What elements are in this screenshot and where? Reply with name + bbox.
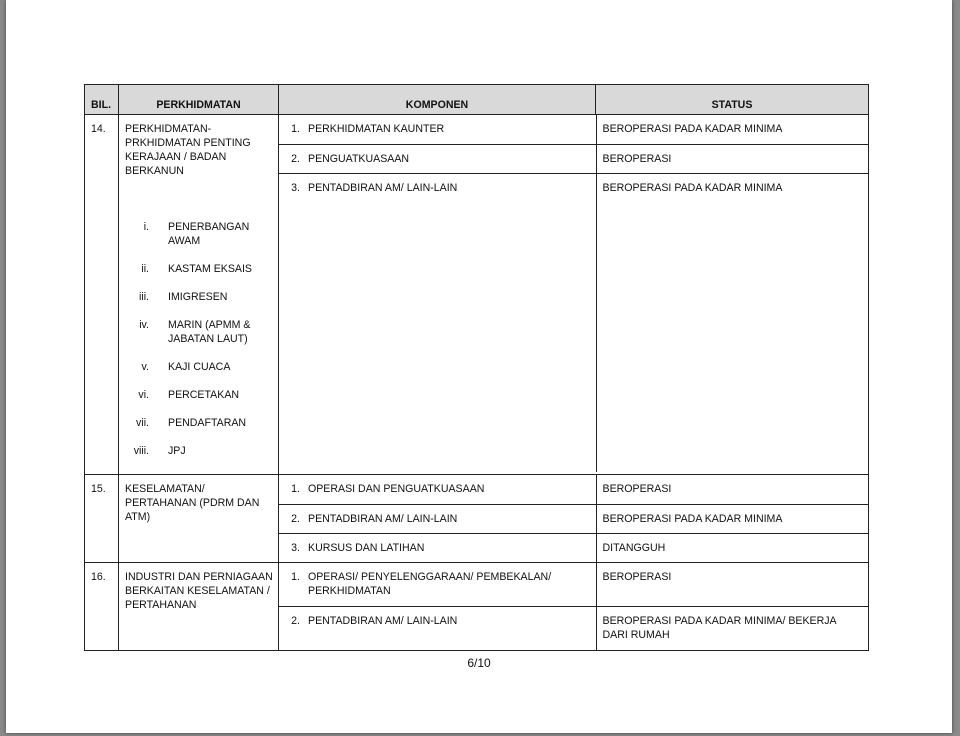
status-cell (596, 115, 869, 144)
component-table (279, 115, 869, 472)
roman-numeral: ii. (141, 263, 149, 275)
component-table (279, 563, 869, 650)
sub-service-label: MARIN (APMM & JABATAN LAUT) (168, 319, 251, 345)
component-label: PENTADBIRAN AM/ LAIN-LAIN (308, 181, 458, 194)
component-number: 1. (291, 483, 300, 495)
component-status-cell (279, 475, 869, 563)
component-row (279, 533, 869, 562)
component-row (279, 563, 869, 606)
roman-numeral: i. (143, 221, 149, 233)
header-bil: BIL. (85, 85, 119, 115)
component-cell (279, 533, 596, 562)
row-number: 14. (85, 115, 119, 475)
component-cell (279, 475, 596, 504)
status-label: BEROPERASI (602, 571, 672, 583)
status-label: BEROPERASI (602, 483, 672, 495)
component-label: PENTADBIRAN AM/ LAIN-LAIN (308, 512, 458, 525)
list-item (125, 416, 274, 430)
document-page (6, 0, 952, 733)
roman-numeral: vii. (136, 417, 149, 429)
component-number: 3. (291, 181, 300, 194)
row-number: 16. (85, 563, 119, 651)
row-number: 15. (85, 475, 119, 563)
header-status: STATUS (596, 85, 869, 115)
component-cell (279, 173, 596, 472)
services-table (84, 84, 869, 651)
status-label: DITANGGUH (602, 541, 666, 554)
component-number: 2. (291, 614, 300, 627)
status-label: BEROPERASI PADA KADAR MINIMA/ BEKERJA DARI RUMAH (602, 614, 837, 641)
component-row (279, 144, 869, 173)
service-name: PERKHIDMATAN-PRKHIDMATAN PENTING KERAJAAN / BADAN BERKANUN (125, 123, 251, 177)
list-item (125, 360, 274, 374)
status-label: BEROPERASI PADA KADAR MINIMA (602, 123, 783, 135)
status-cell (596, 563, 869, 606)
page-number: 6/10 (467, 656, 491, 670)
component-cell (279, 606, 596, 650)
status-cell (596, 475, 869, 504)
status-label: BEROPERASI PADA KADAR MINIMA (602, 181, 783, 194)
header-perkhidmatan: PERKHIDMATAN (119, 85, 279, 115)
roman-numeral: iii. (138, 291, 149, 303)
component-row (279, 115, 869, 144)
component-label: OPERASI DAN PENGUATKUASAAN (308, 483, 485, 495)
status-cell (596, 173, 869, 472)
component-number: 1. (291, 123, 300, 135)
component-row (279, 173, 869, 472)
table-row (85, 563, 869, 651)
component-cell (279, 144, 596, 173)
status-cell (596, 504, 869, 533)
component-label: PENTADBIRAN AM/ LAIN-LAIN (308, 614, 458, 627)
document-body (84, 84, 868, 651)
component-row (279, 475, 869, 504)
roman-numeral: viii. (133, 445, 149, 457)
component-number: 1. (291, 571, 300, 583)
sub-service-label: PENDAFTARAN (168, 417, 247, 429)
component-row (279, 504, 869, 533)
roman-numeral: iv. (139, 319, 149, 331)
component-number: 2. (291, 152, 300, 165)
roman-numeral: v. (141, 361, 149, 373)
component-cell (279, 115, 596, 144)
component-row (279, 606, 869, 650)
status-cell (596, 533, 869, 562)
sub-service-list (125, 220, 274, 458)
service-name: INDUSTRI DAN PERNIAGAAN BERKAITAN KESELAMATAN / PERTAHANAN (125, 571, 273, 611)
component-table (279, 475, 869, 562)
sub-service-label: IMIGRESEN (168, 291, 228, 303)
sub-service-label: JPJ (168, 445, 186, 457)
table-header-row (85, 85, 869, 115)
component-status-cell (279, 563, 869, 651)
component-number: 3. (291, 541, 300, 554)
list-item (125, 444, 274, 458)
status-cell (596, 606, 869, 650)
service-cell (119, 475, 279, 563)
sub-service-label: KASTAM EKSAIS (168, 263, 252, 275)
status-label: BEROPERASI (602, 152, 672, 165)
component-status-cell (279, 115, 869, 475)
component-label: KURSUS DAN LATIHAN (308, 541, 425, 554)
component-cell (279, 504, 596, 533)
table-row (85, 475, 869, 563)
roman-numeral: vi. (138, 389, 149, 401)
table-row (85, 115, 869, 475)
list-item (125, 262, 274, 276)
sub-service-label: PENERBANGAN AWAM (168, 221, 250, 247)
list-item (125, 318, 274, 346)
list-item (125, 388, 274, 402)
header-komponen: KOMPONEN (279, 85, 596, 115)
status-label: BEROPERASI PADA KADAR MINIMA (602, 512, 783, 525)
status-cell (596, 144, 869, 173)
service-cell (119, 563, 279, 651)
service-name: KESELAMATAN/ PERTAHANAN (PDRM DAN ATM) (125, 483, 260, 523)
list-item (125, 220, 274, 248)
sub-service-label: KAJI CUACA (168, 361, 231, 373)
component-label: PERKHIDMATAN KAUNTER (308, 123, 445, 135)
list-item (125, 290, 274, 304)
component-cell (279, 563, 596, 606)
sub-service-label: PERCETAKAN (168, 389, 240, 401)
component-label: PENGUATKUASAAN (308, 152, 410, 165)
service-cell (119, 115, 279, 475)
component-number: 2. (291, 512, 300, 525)
component-label: OPERASI/ PENYELENGGARAAN/ PEMBEKALAN/ PERKHIDMATAN (308, 571, 552, 597)
